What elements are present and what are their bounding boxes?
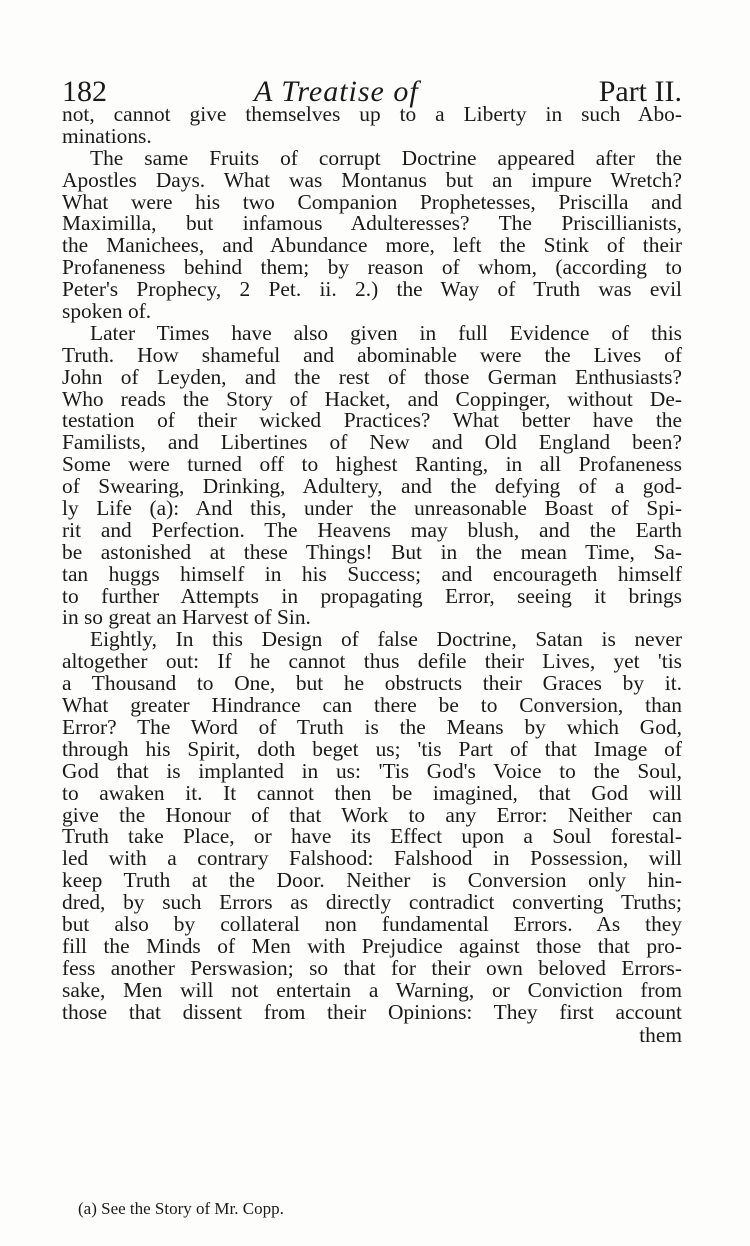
text-line: be astonished at these Things! But in the mean Time, Sa- bbox=[62, 539, 682, 564]
text-line: Later Times have also given in full Evidence of this bbox=[90, 320, 682, 345]
text-line: John of Leyden, and the rest of those German Enthusiasts? bbox=[62, 364, 682, 389]
text-line: spoken of. bbox=[62, 299, 152, 324]
text-line: dred, by such Errors as directly contradict converting Truths; bbox=[62, 890, 682, 915]
text-line: give the Honour of that Work to any Error: Neither can bbox=[62, 802, 682, 827]
page-number: 182 bbox=[62, 75, 107, 108]
text-line: fill the Minds of Men with Prejudice against those that pro- bbox=[62, 933, 682, 958]
text-line: Error? The Word of Truth is the Means by which God, bbox=[62, 714, 682, 739]
text-line: altogether out: If he cannot thus defile their Lives, yet 'tis bbox=[62, 649, 682, 674]
text-line: Familists, and Libertines of New and Old England been? bbox=[62, 430, 682, 455]
text-line: Who reads the Story of Hacket, and Coppinger, without De- bbox=[62, 386, 682, 411]
text-line: Some were turned off to highest Ranting, in all Profaneness bbox=[62, 452, 682, 477]
text-line: to further Attempts in propagating Error, seeing it brings bbox=[62, 583, 682, 608]
text-line: fess another Perswasion; so that for their own beloved Errors- bbox=[62, 955, 682, 980]
text-line: through his Spirit, doth beget us; 'tis Part of that Image of bbox=[62, 736, 682, 761]
text-line: of Swearing, Drinking, Adultery, and the defying of a god- bbox=[62, 474, 682, 499]
text-line: to awaken it. It cannot then be imagined, that God will bbox=[62, 780, 682, 805]
text-line: Truth take Place, or have its Effect upon a Soul forestal- bbox=[62, 824, 682, 849]
text-line: those that dissent from their Opinions: They first account bbox=[62, 999, 682, 1024]
text-line: keep Truth at the Door. Neither is Conversion only hin- bbox=[62, 868, 682, 893]
text-line: not, cannot give themselves up to a Liberty in such Abo- bbox=[62, 102, 682, 126]
text-line: Maximilla, but infamous Adulteresses? The Priscillianists, bbox=[62, 211, 682, 236]
footnote: (a) See the Story of Mr. Copp. bbox=[78, 1199, 284, 1218]
text-line: ly Life (a): And this, under the unreasonable Boast of Spi- bbox=[62, 496, 682, 521]
text-line: the Manichees, and Abundance more, left the Stink of their bbox=[62, 233, 682, 258]
text-line: rit and Perfection. The Heavens may blush, and the Earth bbox=[62, 517, 682, 542]
text-line: Truth. How shameful and abominable were the Lives of bbox=[62, 342, 682, 367]
text-line: Apostles Days. What was Montanus but an impure Wretch? bbox=[62, 167, 682, 192]
text-line: led with a contrary Falshood: Falshood in Possession, will bbox=[62, 846, 682, 871]
catchword: them bbox=[639, 1023, 682, 1048]
text-line: Peter's Prophecy, 2 Pet. ii. 2.) the Way of Truth was evil bbox=[62, 277, 682, 302]
text-line: sake, Men will not entertain a Warning, or Conviction from bbox=[62, 977, 682, 1002]
text-line: Profaneness behind them; by reason of whom, (according to bbox=[62, 255, 682, 280]
text-line: What greater Hindrance can there be to Conversion, than bbox=[62, 693, 682, 718]
text-line: but also by collateral non fundamental Errors. As they bbox=[62, 911, 682, 936]
text-line: What were his two Companion Prophetesses, Priscilla and bbox=[62, 189, 682, 214]
text-line: God that is implanted in us: 'Tis God's Voice to the Soul, bbox=[62, 758, 682, 783]
text-line: tan huggs himself in his Success; and encourageth himself bbox=[62, 561, 682, 586]
text-line: The same Fruits of corrupt Doctrine appeared after the bbox=[90, 145, 682, 170]
text-line: minations. bbox=[62, 123, 152, 148]
text-line: testation of their wicked Practices? What better have the bbox=[62, 408, 682, 433]
running-head-part: Part II. bbox=[598, 75, 682, 108]
text-line: Eightly, In this Design of false Doctrine, Satan is never bbox=[90, 627, 682, 652]
text-line: in so great an Harvest of Sin. bbox=[62, 605, 311, 630]
running-head-title: A Treatise of bbox=[254, 75, 419, 108]
body-text bbox=[62, 104, 682, 1047]
text-line: a Thousand to One, but he obstructs their Graces by it. bbox=[62, 671, 682, 696]
